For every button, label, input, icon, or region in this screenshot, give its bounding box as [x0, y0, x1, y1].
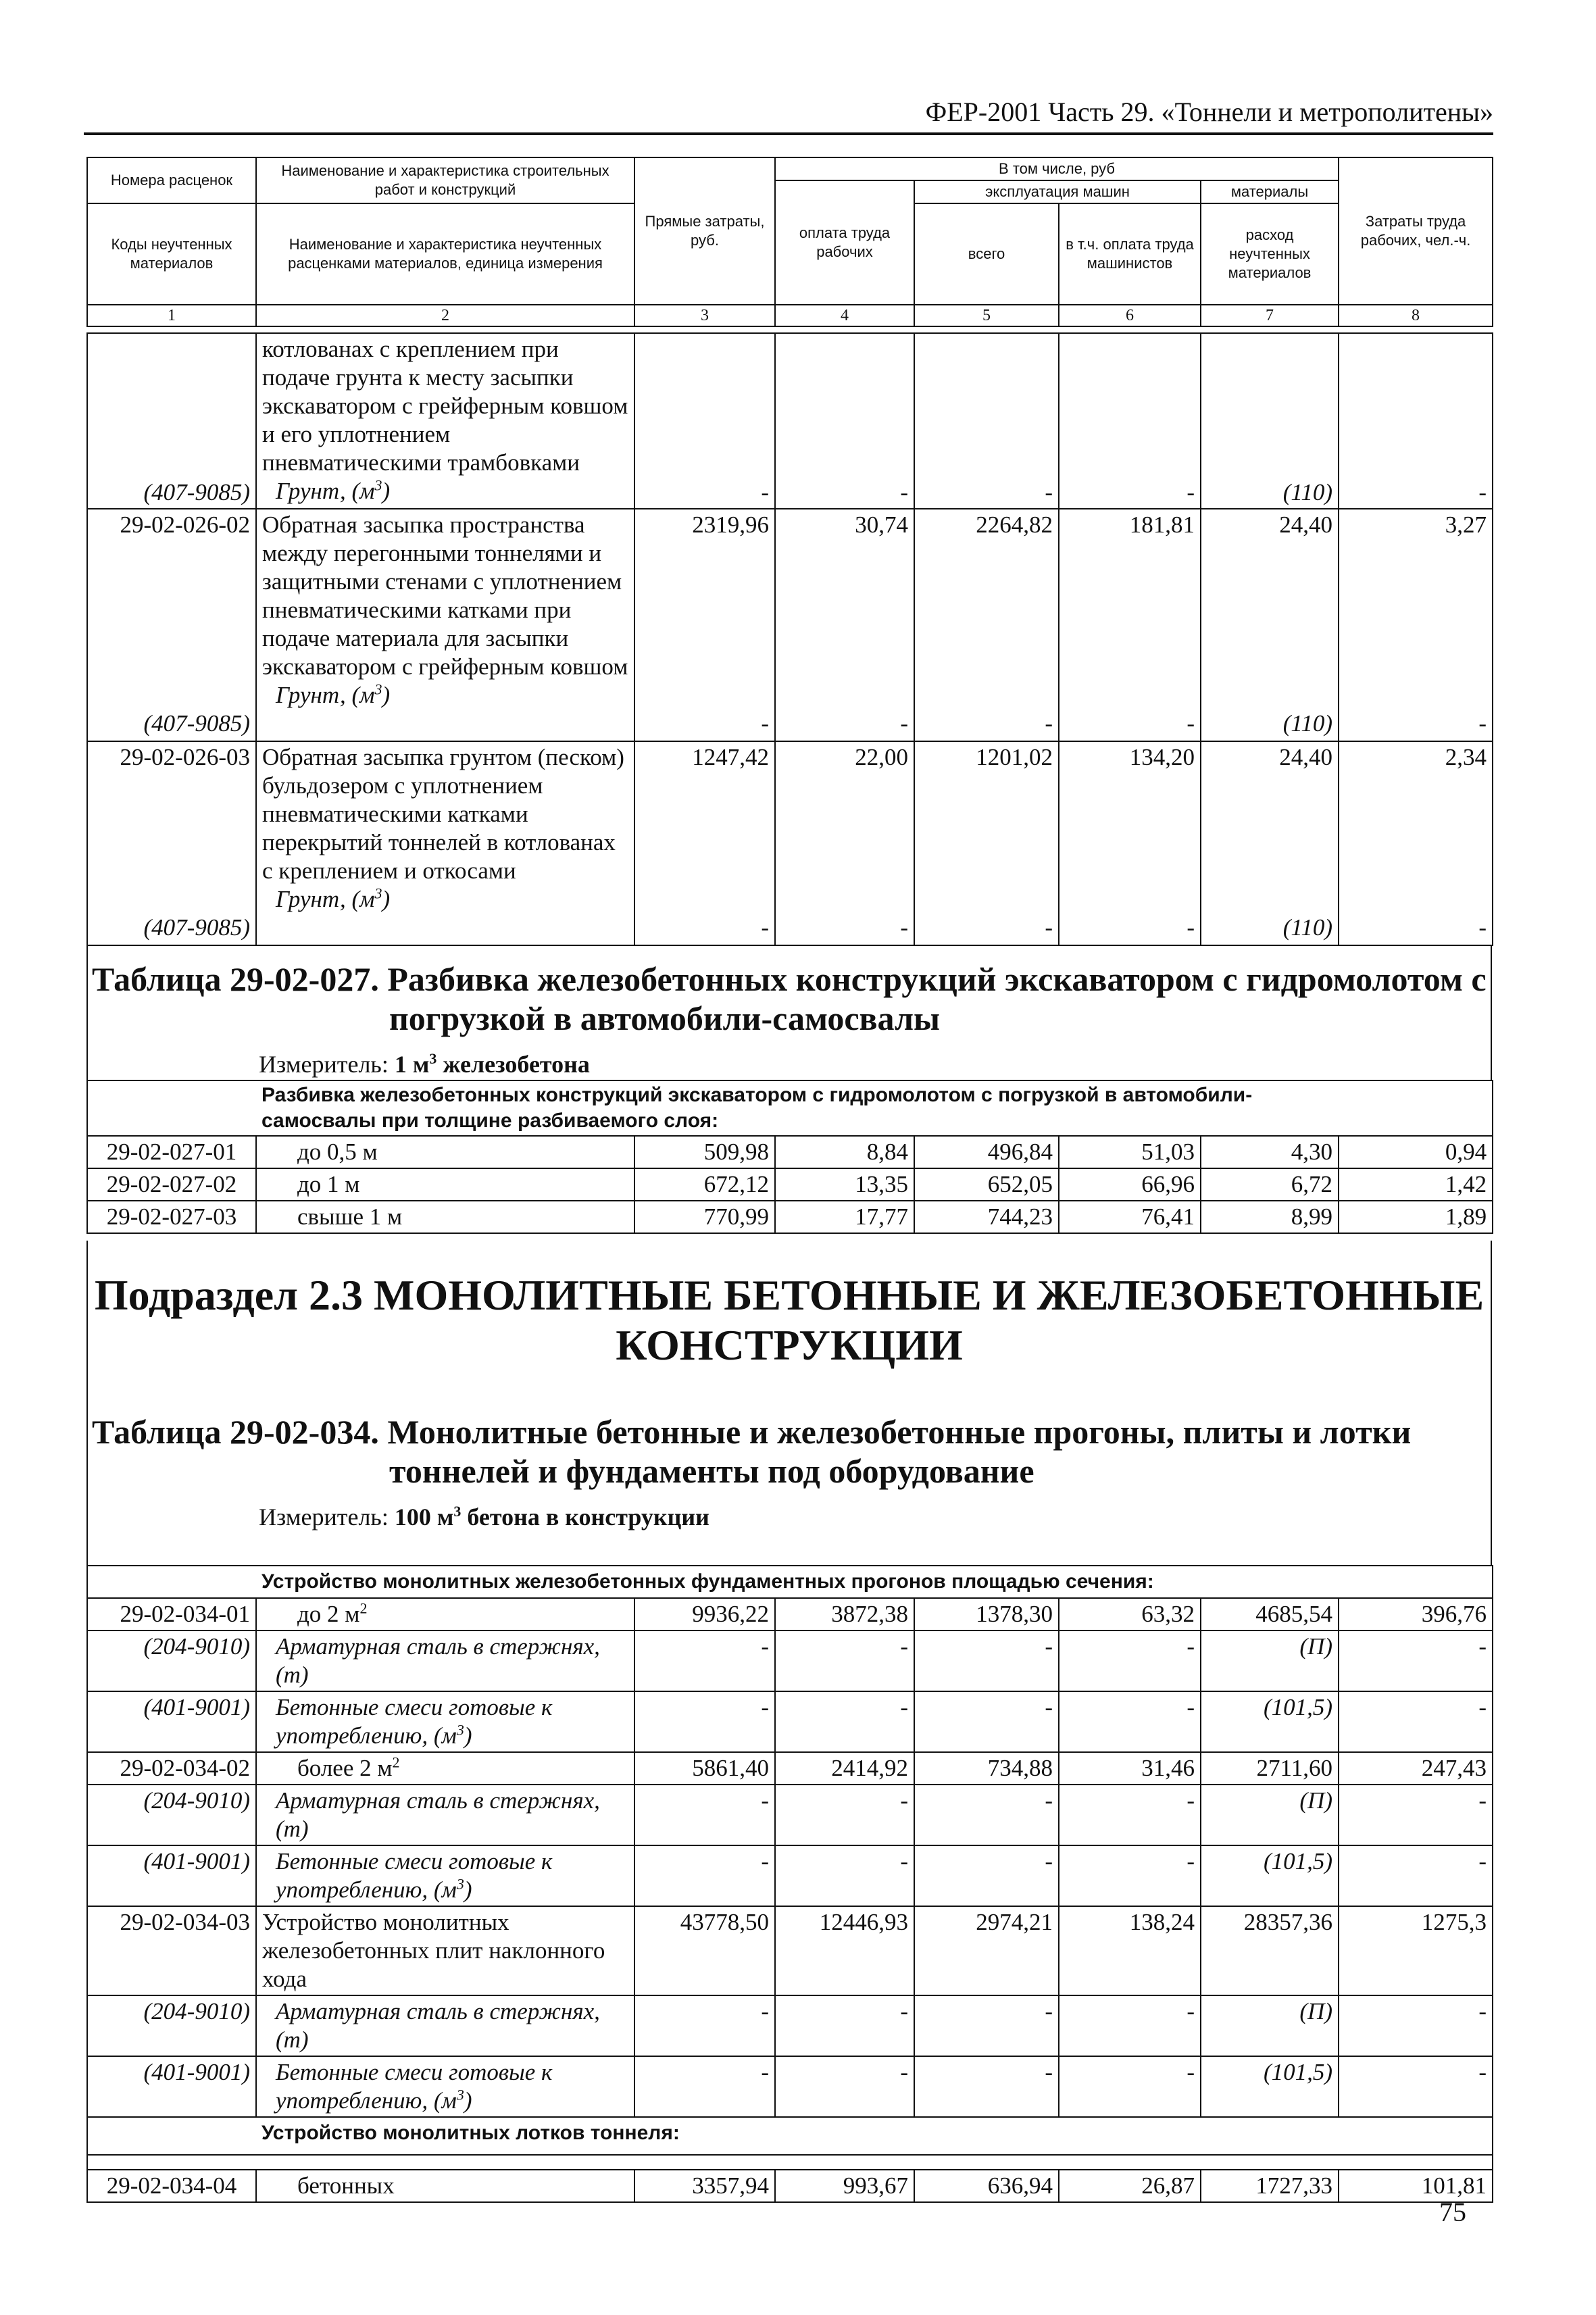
machines-header: эксплуатация машин [914, 180, 1201, 203]
column-header-table [86, 157, 1493, 327]
unit-sup: 3 [374, 476, 382, 494]
col-index: 8 [1339, 305, 1493, 326]
measure-tail: железобетона [437, 1051, 590, 1078]
rate-code-cell [87, 741, 256, 945]
table-row [87, 1752, 1493, 1785]
material-row [87, 1995, 1493, 2056]
material-code: (401-9001) [87, 1691, 256, 1752]
material-name [262, 885, 628, 914]
material-machine-labor: - [1187, 710, 1195, 737]
col-index: 3 [634, 305, 775, 326]
material-consumption: (101,5) [1201, 1845, 1339, 1906]
work-name: Устройство монолитных железобетонных плит наклонного хода [256, 1906, 634, 1995]
material-code: (407-9085) [87, 333, 256, 509]
dash: - [634, 1631, 775, 1691]
measure-label: Измеритель: [259, 1503, 395, 1530]
materials-header: материалы [1201, 180, 1339, 203]
col-index: 5 [914, 305, 1059, 326]
machine-labor: 51,03 [1059, 1136, 1201, 1168]
dash: - [634, 1785, 775, 1845]
material-labor: - [900, 710, 908, 737]
subsection-title [86, 1270, 1492, 1370]
material-name [262, 681, 628, 710]
material-consumption: (П) [1201, 1995, 1339, 2056]
labor-cost: 13,35 [775, 1168, 914, 1201]
dash: - [634, 2056, 775, 2117]
material-label: Бетонные смеси готовые к употреблению, (м [276, 1848, 553, 1903]
work-name-text: до 2 м [297, 1601, 360, 1627]
page-number: 75 [1439, 2197, 1466, 2227]
material-name [262, 477, 628, 505]
table-title-line: Таблица 29-02-034. Монолитные бетонные и железобетонные прогоны, плиты и лотки [92, 1413, 1412, 1451]
labor-cost: - [775, 333, 914, 509]
machine-total: 2974,21 [914, 1906, 1059, 1995]
material-code: (204-9010) [87, 1995, 256, 2056]
row-description [256, 333, 634, 509]
material-label: Грунт, (м [276, 478, 375, 504]
material-code: (407-9085) [143, 710, 250, 737]
table-027-title [86, 960, 1492, 1038]
material-hours: - [1478, 914, 1487, 941]
dash: - [1059, 1995, 1201, 2056]
material-cost: 4685,54 [1201, 1598, 1339, 1631]
dash: - [1059, 1631, 1201, 1691]
material-cost: 6,72 [1201, 1168, 1339, 1201]
material-consumption: (П) [1201, 1631, 1339, 1691]
rate-code: 29-02-026-03 [120, 744, 250, 770]
measure-sup: 3 [429, 1050, 437, 1067]
work-name: Обратная засыпка грунтом (песком) бульдозером с уплотнением пневматическими катками перекрытий тоннелей в котлованах с креплением и откосами [262, 744, 624, 884]
labor-hours: - [1339, 333, 1493, 509]
dash: - [1059, 1785, 1201, 1845]
labor-cost-cell [775, 741, 914, 945]
material-cost: (110) [1201, 333, 1339, 509]
dash: - [634, 1995, 775, 2056]
labor-hours: 3,27 [1445, 512, 1487, 538]
machine-labor: 76,41 [1059, 1201, 1201, 1233]
rate-code: 29-02-034-01 [87, 1598, 256, 1631]
dash: - [775, 1785, 914, 1845]
dash: - [1059, 1845, 1201, 1906]
machine-total: 496,84 [914, 1136, 1059, 1168]
col-index: 4 [775, 305, 914, 326]
table-title-line: погрузкой в автомобили-самосвалы [389, 999, 941, 1037]
col5-header: всего [914, 203, 1059, 305]
direct-cost: 3357,94 [634, 2170, 775, 2202]
machine-total-cell [914, 741, 1059, 945]
material-direct: - [761, 710, 769, 737]
direct-cost-cell [634, 741, 775, 945]
labor-hours: 101,81 [1339, 2170, 1493, 2202]
dash: - [1059, 2056, 1201, 2117]
table-027-title-block [86, 960, 1492, 1078]
dash: - [1339, 1691, 1493, 1752]
col-index: 6 [1059, 305, 1201, 326]
col-index: 7 [1201, 305, 1339, 326]
material-cost: 8,99 [1201, 1201, 1339, 1233]
table-heading: Устройство монолитных железобетонных фундаментных прогонов площадью сечения: [256, 1566, 1493, 1598]
table-row [87, 741, 1493, 945]
dash: - [775, 1631, 914, 1691]
labor-cost: 2414,92 [775, 1752, 914, 1785]
table-034-title [86, 1412, 1492, 1491]
direct-cost: 2319,96 [692, 512, 769, 538]
dash: - [775, 1691, 914, 1752]
dash: - [914, 1995, 1059, 2056]
labor-cost-cell [775, 509, 914, 741]
material-row [87, 2056, 1493, 2117]
unit-sup: 3 [456, 2086, 464, 2104]
material-label: Бетонные смеси готовые к употреблению, (м [276, 1694, 553, 1749]
material-end: ) [382, 682, 391, 708]
labor-cost: 993,67 [775, 2170, 914, 2202]
col2-bottom-header: Наименование и характеристика неучтенных расценками материалов, единица измерения [256, 203, 634, 305]
table-026 [86, 332, 1493, 946]
machine-labor-cell [1059, 509, 1201, 741]
table-heading: Устройство монолитных лотков тоннеля: [256, 2117, 1493, 2155]
dash: - [1339, 1845, 1493, 1906]
col1-bottom-header: Коды неучтенных материалов [87, 203, 256, 305]
material-row [87, 1845, 1493, 1906]
material-end: ) [464, 1876, 472, 1903]
material-row [87, 1631, 1493, 1691]
material-cost: 4,30 [1201, 1136, 1339, 1168]
machine-total: 652,05 [914, 1168, 1059, 1201]
material-consumption: (101,5) [1201, 1691, 1339, 1752]
labor-hours: 1275,3 [1339, 1906, 1493, 1995]
direct-cost: 43778,50 [634, 1906, 775, 1995]
rate-code: 29-02-027-02 [87, 1168, 256, 1201]
direct-cost: 1247,42 [692, 744, 769, 770]
work-name: свыше 1 м [256, 1201, 634, 1233]
dash: - [914, 1785, 1059, 1845]
subsection-title-line: КОНСТРУКЦИИ [616, 1321, 963, 1369]
material-machine-total: - [1045, 710, 1053, 737]
row-description [256, 741, 634, 945]
rate-code: 29-02-027-03 [87, 1201, 256, 1233]
material-cost: 2711,60 [1201, 1752, 1339, 1785]
material-cost: 1727,33 [1201, 2170, 1339, 2202]
material-code: (204-9010) [87, 1785, 256, 1845]
work-name: до 1 м [256, 1168, 634, 1201]
dash: - [775, 2056, 914, 2117]
material-end: ) [464, 2087, 472, 2114]
col6-header: в т.ч. оплата труда машинистов [1059, 203, 1201, 305]
labor-cost: 3872,38 [775, 1598, 914, 1631]
table-row [87, 1906, 1493, 1995]
row-description [256, 509, 634, 741]
col7-header: расход неучтенных материалов [1201, 203, 1339, 305]
table-heading: Разбивка железобетонных конструкций экскаватором с гидромолотом с погрузкой в автомобили-самосвалы при толщине разбиваемого слоя: [256, 1080, 1493, 1136]
table-row [87, 333, 1493, 509]
material-end: ) [382, 478, 391, 504]
material-cost: 24,40 [1279, 512, 1332, 538]
dash: - [914, 2056, 1059, 2117]
material-machine-labor: - [1187, 914, 1195, 941]
dash: - [914, 1631, 1059, 1691]
labor-cost: 8,84 [775, 1136, 914, 1168]
table-034-measure [86, 1503, 1492, 1531]
measure-label: Измеритель: [259, 1051, 395, 1078]
dash: - [1059, 1691, 1201, 1752]
work-name: котлованах с креплением при подаче грунта к месту засыпки экскаватором с грейферным ковшом и его уплотнением пневматическими трамбовками [262, 336, 628, 476]
material-code: (407-9085) [143, 914, 250, 941]
work-name [256, 1752, 634, 1785]
direct-cost: 509,98 [634, 1136, 775, 1168]
rate-code: 29-02-026-02 [120, 512, 250, 538]
direct-cost: 9936,22 [634, 1598, 775, 1631]
material-code: (401-9001) [87, 1845, 256, 1906]
material-labor: - [900, 914, 908, 941]
work-name: бетонных [256, 2170, 634, 2202]
dash: - [634, 1691, 775, 1752]
rate-code-cell [87, 509, 256, 741]
table-034-title-block [86, 1412, 1492, 1531]
table-title-line: тоннелей и фундаменты под оборудование [389, 1452, 1034, 1490]
col2-top-header: Наименование и характеристика строительных работ и конструкций [256, 157, 634, 203]
table-027-measure [86, 1050, 1492, 1078]
group-header: В том числе, руб [775, 157, 1339, 180]
dash: - [1339, 1631, 1493, 1691]
material-cost-cell [1201, 741, 1339, 945]
material-label: Грунт, (м [276, 886, 375, 912]
dash: - [1339, 1995, 1493, 2056]
material-hours: - [1478, 710, 1487, 737]
material-end: ) [382, 886, 391, 912]
rate-code: 29-02-034-02 [87, 1752, 256, 1785]
header-rule [84, 132, 1493, 135]
material-consumption: (101,5) [1201, 2056, 1339, 2117]
unit-sup: 3 [456, 1721, 464, 1739]
labor-hours: 1,89 [1339, 1201, 1493, 1233]
table-row [87, 1201, 1493, 1233]
direct-cost: - [634, 333, 775, 509]
table-row [87, 2170, 1493, 2202]
work-name: Обратная засыпка пространства между перегонными тоннелями и защитными стенами с уплотнением пневматическими катками при подаче материала для засыпки экскаватором с грейферным ковшом [262, 512, 628, 680]
dash: - [634, 1845, 775, 1906]
unit-sup: 3 [374, 680, 382, 698]
table-row [87, 509, 1493, 741]
col4-header: оплата труда рабочих [775, 180, 914, 305]
table-027 [86, 1080, 1493, 1234]
material-consumption: (П) [1201, 1785, 1339, 1845]
material-name: Арматурная сталь в стержнях, (т) [256, 1631, 634, 1691]
col3-header: Прямые затраты, руб. [634, 157, 775, 305]
subsection-title-line: Подраздел 2.3 МОНОЛИТНЫЕ БЕТОННЫЕ И ЖЕЛЕЗОБЕТОННЫЕ [94, 1271, 1485, 1319]
material-name [256, 1691, 634, 1752]
material-code: (204-9010) [87, 1631, 256, 1691]
material-name: Арматурная сталь в стержнях, (т) [256, 1995, 634, 2056]
machine-total: 2264,82 [976, 512, 1053, 538]
machine-labor-cell [1059, 741, 1201, 945]
direct-cost: 672,12 [634, 1168, 775, 1201]
machine-total: 744,23 [914, 1201, 1059, 1233]
machine-labor: 31,46 [1059, 1752, 1201, 1785]
work-name [256, 1598, 634, 1631]
rate-code: 29-02-027-01 [87, 1136, 256, 1168]
machine-labor: 181,81 [1129, 512, 1195, 538]
rate-code: 29-02-034-03 [87, 1906, 256, 1995]
machine-labor: 138,24 [1059, 1906, 1201, 1995]
measure-value: 100 м [394, 1503, 454, 1530]
col-index: 1 [87, 305, 256, 326]
direct-cost: 5861,40 [634, 1752, 775, 1785]
table-heading-row [87, 1566, 1493, 1598]
labor-cost: 17,77 [775, 1201, 914, 1233]
labor-hours: 396,76 [1339, 1598, 1493, 1631]
table-row [87, 1136, 1493, 1168]
table-heading-row [87, 1080, 1493, 1136]
dash: - [914, 1691, 1059, 1752]
col8-header: Затраты труда рабочих, чел.-ч. [1339, 157, 1493, 305]
labor-hours-cell [1339, 509, 1493, 741]
material-consumption: (110) [1282, 914, 1332, 941]
machine-labor: 134,20 [1129, 744, 1195, 770]
material-label: Грунт, (м [276, 682, 375, 708]
machine-total: - [914, 333, 1059, 509]
measure-value: 1 м [394, 1051, 430, 1078]
labor-hours: 0,94 [1339, 1136, 1493, 1168]
material-name [256, 2056, 634, 2117]
dash: - [1339, 1785, 1493, 1845]
subsection-block [86, 1270, 1492, 1370]
measure-tail: бетона в конструкции [461, 1503, 709, 1530]
measure-sup: 3 [453, 1503, 462, 1520]
table-row [87, 1168, 1493, 1201]
machine-total: 734,88 [914, 1752, 1059, 1785]
table-row [87, 1598, 1493, 1631]
labor-cost: 12446,93 [775, 1906, 914, 1995]
unit-sup: 3 [456, 1875, 464, 1893]
labor-cost: 30,74 [855, 512, 908, 538]
material-end: ) [464, 1722, 472, 1749]
labor-cost: 22,00 [855, 744, 908, 770]
material-row [87, 1691, 1493, 1752]
material-cost: 28357,36 [1201, 1906, 1339, 1995]
material-cost: 24,40 [1279, 744, 1332, 770]
labor-hours: 1,42 [1339, 1168, 1493, 1201]
dash: - [775, 1845, 914, 1906]
table-034 [86, 1565, 1493, 2203]
machine-labor: - [1059, 333, 1201, 509]
machine-total: 1201,02 [976, 744, 1053, 770]
labor-hours-cell [1339, 741, 1493, 945]
col1-top-header: Номера расценок [87, 157, 256, 203]
work-name: до 0,5 м [256, 1136, 634, 1168]
material-cost-cell [1201, 509, 1339, 741]
direct-cost-cell [634, 509, 775, 741]
unit-sup: 2 [359, 1599, 368, 1617]
page-header: ФЕР-2001 Часть 29. «Тоннели и метрополитены» [925, 97, 1493, 127]
material-row [87, 1785, 1493, 1845]
machine-labor: 66,96 [1059, 1168, 1201, 1201]
direct-cost: 770,99 [634, 1201, 775, 1233]
col-index: 2 [256, 305, 634, 326]
material-label: Бетонные смеси готовые к употреблению, (м [276, 2059, 553, 2114]
dash: - [914, 1845, 1059, 1906]
material-consumption: (110) [1282, 710, 1332, 737]
machine-total-cell [914, 509, 1059, 741]
table-heading-row [87, 2117, 1493, 2155]
unit-sup: 3 [374, 885, 382, 902]
unit-sup: 2 [392, 1753, 400, 1771]
machine-total: 1378,30 [914, 1598, 1059, 1631]
rate-code: 29-02-034-04 [87, 2170, 256, 2202]
material-name: Арматурная сталь в стержнях, (т) [256, 1785, 634, 1845]
table-title-line: Таблица 29-02-027. Разбивка железобетонных конструкций экскаватором с гидромолотом с [92, 960, 1487, 998]
labor-hours: 2,34 [1445, 744, 1487, 770]
dash: - [775, 1995, 914, 2056]
work-name-text: более 2 м [297, 1755, 393, 1781]
labor-hours: 247,43 [1339, 1752, 1493, 1785]
material-machine-total: - [1045, 914, 1053, 941]
machine-total: 636,94 [914, 2170, 1059, 2202]
material-code: (401-9001) [87, 2056, 256, 2117]
material-direct: - [761, 914, 769, 941]
material-name [256, 1845, 634, 1906]
machine-labor: 63,32 [1059, 1598, 1201, 1631]
dash: - [1339, 2056, 1493, 2117]
machine-labor: 26,87 [1059, 2170, 1201, 2202]
